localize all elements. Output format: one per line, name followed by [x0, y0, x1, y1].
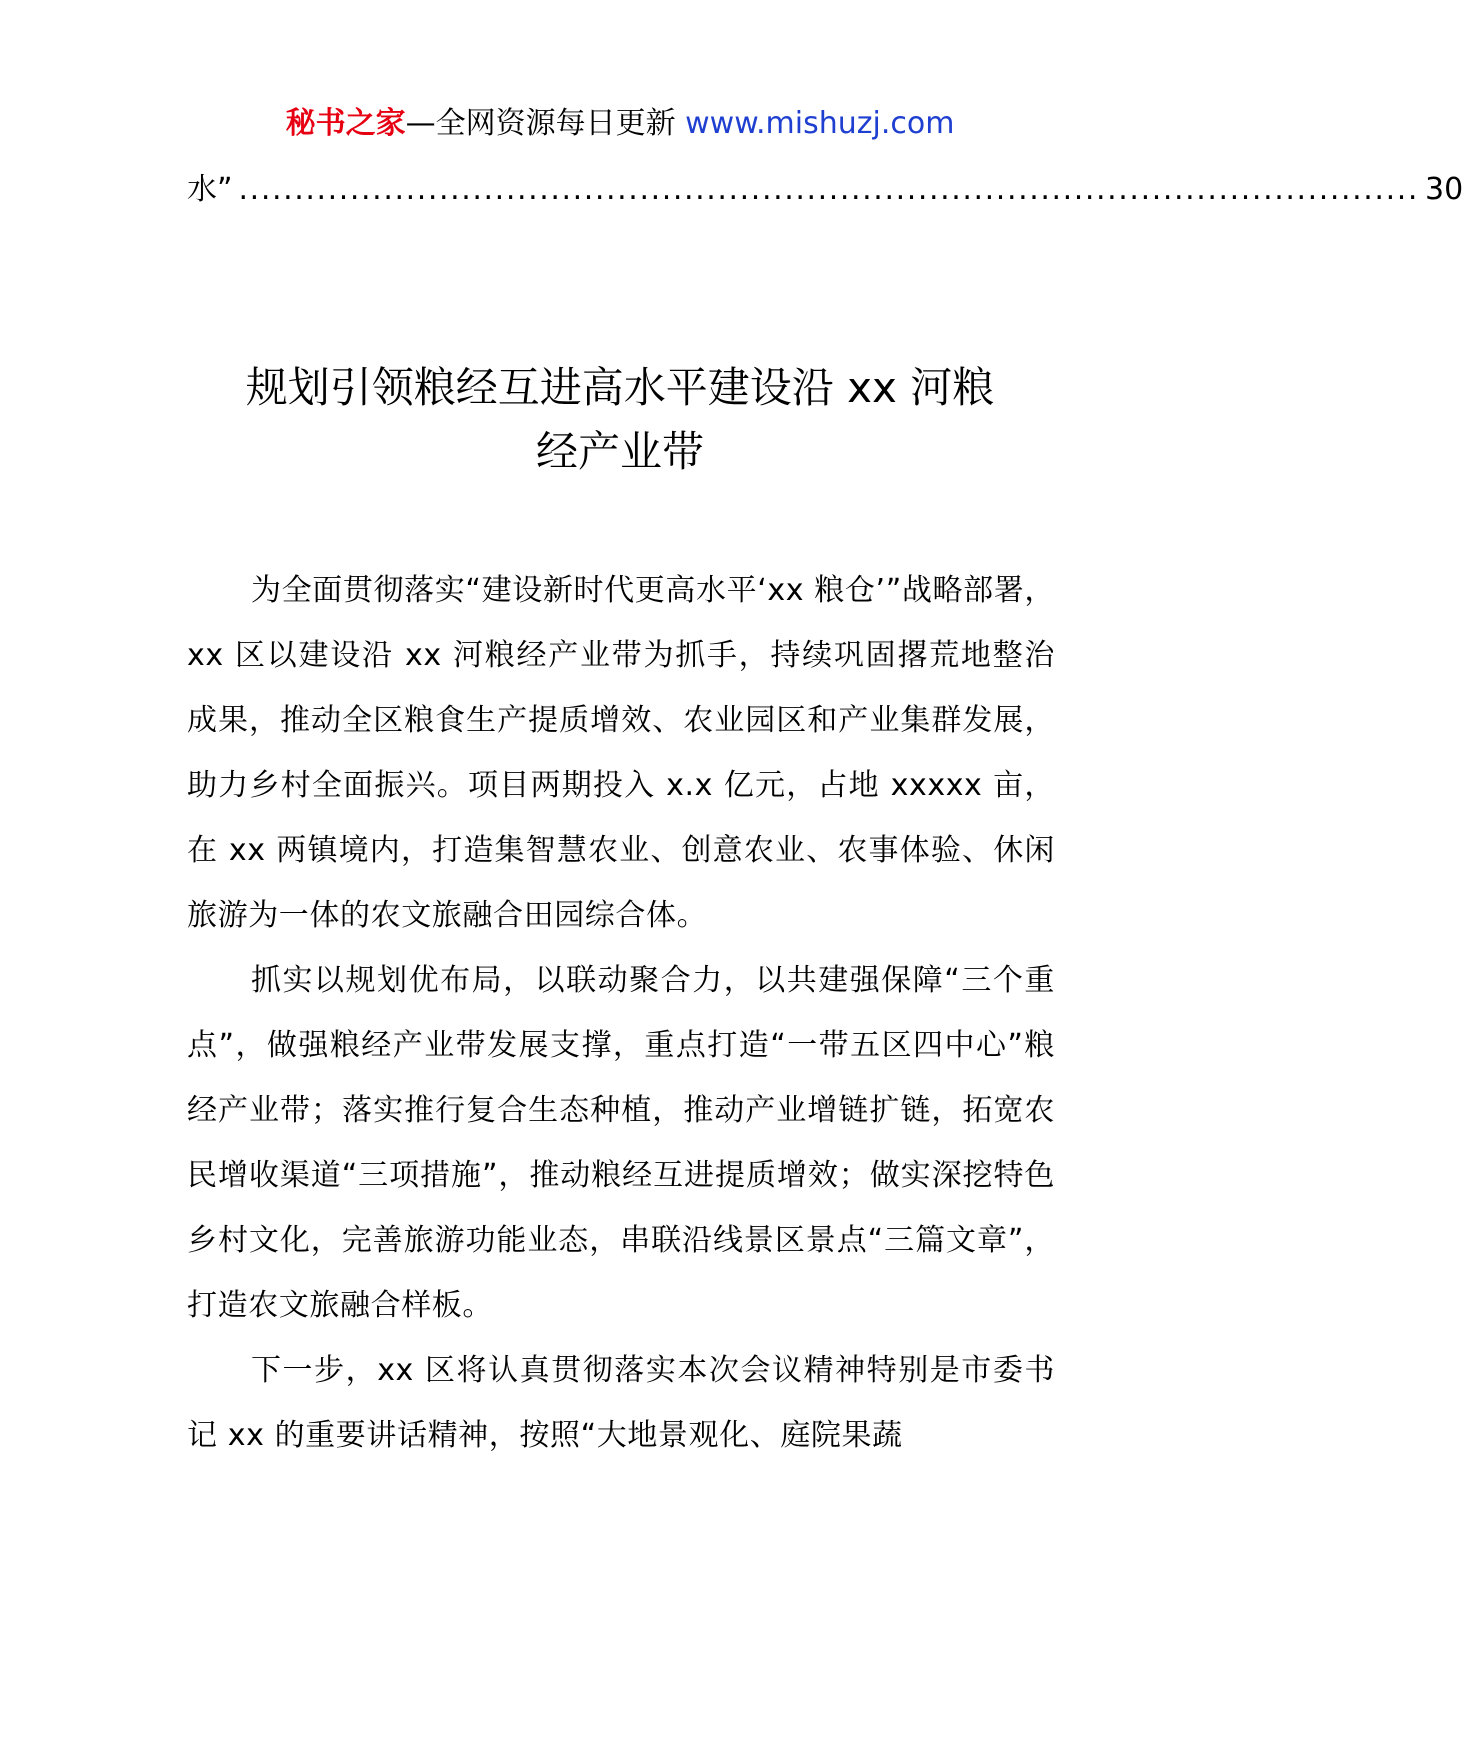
site-tagline: —全网资源每日更新 [405, 106, 676, 141]
toc-leader-dots: .......................................................................................................... [238, 172, 1419, 207]
toc-page-number: 30 [1424, 172, 1463, 207]
document-title-line-1: 规划引领粮经互进高水平建设沿 xx 河粮 [245, 363, 995, 412]
paragraph-1: 为全面贯彻落实“建设新时代更高水平‘xx 粮仓’”战略部署，xx 区以建设沿 xx 河粮经产业带为抓手，持续巩固撂荒地整治成果，推动全区粮食生产提质增效、农业园区和产业集群发展，助力乡村全面振兴。项目两期投入 x.x 亿元，占地 xxxxx 亩，在 xx 两镇境内，打造集智慧农业、创意农业、农事体验、休闲旅游为一体的农文旅融合田园综合体。 [187, 573, 1055, 933]
document-title-line-2: 经产业带 [535, 427, 704, 476]
paragraph-3: 下一步，xx 区将认真贯彻落实本次会议精神特别是市委书记 xx 的重要讲话精神，按照“大地景观化、庭院果蔬 [187, 1353, 1055, 1453]
toc-entry-text: 水” [187, 172, 233, 207]
site-url-link[interactable]: www.mishuzj.com [685, 106, 955, 141]
site-brand: 秘书之家 [285, 106, 406, 141]
paragraph-2: 抓实以规划优布局，以联动聚合力，以共建强保障“三个重点”，做强粮经产业带发展支撑，重点打造“一带五区四中心”粮经产业带；落实推行复合生态种植，推动产业增链扩链，拓宽农民增收渠道“三项措施”，推动粮经互进提质增效；做实深挖特色乡村文化，完善旅游功能业态，串联沿线景区景点“三篇文章”，打造农文旅融合样板。 [187, 963, 1055, 1323]
toc-entry[interactable] [187, 166, 1463, 214]
site-header [0, 98, 1240, 150]
document-title [160, 356, 1080, 484]
document-body [187, 558, 1055, 1468]
